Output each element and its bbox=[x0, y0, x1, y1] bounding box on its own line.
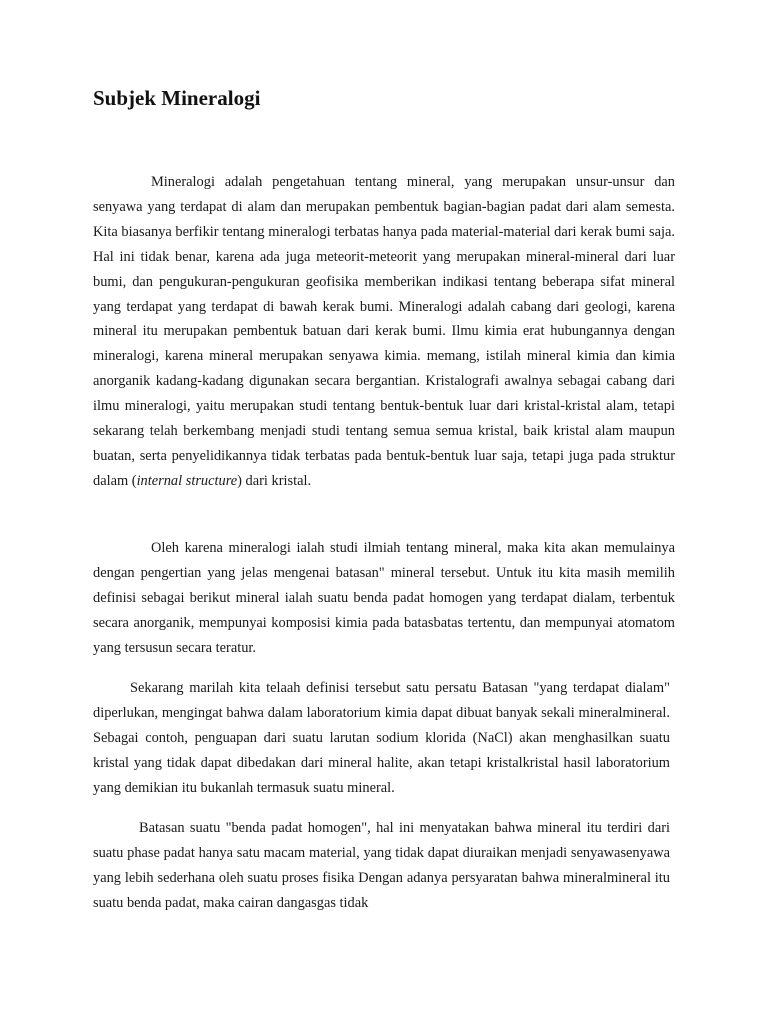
paragraph-3: Sekarang marilah kita telaah definisi tersebut satu persatu Batasan "yang terdapat dialam" diperlukan, mengingat bahwa dalam laboratorium kimia dapat dibuat banyak sekali mineralmineral. Sebagai contoh, penguapan dari suatu larutan sodium klorida (NaCl) akan menghasilkan suatu kristal yang tidak dapat dibedakan dari mineral halite, akan tetapi kristalkristal hasil laboratorium yang demikian itu bukanlah termasuk suatu mineral. bbox=[93, 680, 670, 796]
paragraph-1-tail: ) dari kristal. bbox=[237, 472, 312, 489]
paragraph-1-text: Mineralogi adalah pengetahuan tentang mineral, yang merupakan unsur-unsur dan senyawa yang terdapat di alam dan merupakan pembentuk bagian-bagian padat dari alam semesta. Kita biasanya berfikir tentang mineralogi terbatas hanya pada material-material dari kerak bumi saja. Hal ini tidak benar, karena ada juga meteorit-meteorit yang merupakan mineral-mineral dari luar bumi, dan pengukuran-pengukuran geofisika memberikan indikasi tentang beberapa sifat mineral yang terdapat yang terdapat di bawah kerak bumi. Mineralogi adalah cabang dari geologi, karena mineral itu merupakan pembentuk batuan dari kerak bumi. Ilmu kimia erat hubungannya dengan mineralogi, karena mineral merupakan senyawa kimia. memang, istilah mineral kimia dan kimia anorganik kadang-kadang digunakan secara bergantian. Kristalografi awalnya sebagai cabang dari ilmu mineralogi, yaitu merupakan studi tentang bentuk-bentuk luar dari kristal-kristal alam, tetapi sekarang telah berkembang menjadi studi tentang semua semua kristal, baik kristal alam maupun buatan, serta penyelidikannya tidak terbatas pada bentuk-bentuk luar saja, tetapi juga pada struktur dalam ( bbox=[93, 174, 675, 489]
paragraph-1-italic-term: internal structure bbox=[136, 472, 238, 489]
paragraph-1 bbox=[93, 170, 675, 494]
document-title: Subjek Mineralogi bbox=[93, 86, 261, 110]
paragraph-4: Batasan suatu "benda padat homogen", hal ini menyatakan bahwa mineral itu terdiri dari suatu phase padat hanya satu macam material, yang tidak dapat diuraikan menjadi senyawasenyawa yang lebih sederhana oleh suatu proses fisika Dengan adanya persyaratan bahwa mineralmineral itu suatu benda padat, maka cairan dangasgas tidak bbox=[93, 820, 670, 911]
paragraph-2: Oleh karena mineralogi ialah studi ilmiah tentang mineral, maka kita akan memulainya dengan pengertian yang jelas mengenai batasan" mineral tersebut. Untuk itu kita masih memilih definisi sebagai berikut mineral ialah suatu benda padat homogen yang terdapat dialam, terbentuk secara anorganik, mempunyai komposisi kimia pada batasbatas tertentu, dan mempunyai atomatom yang tersusun secara teratur. bbox=[93, 540, 675, 656]
